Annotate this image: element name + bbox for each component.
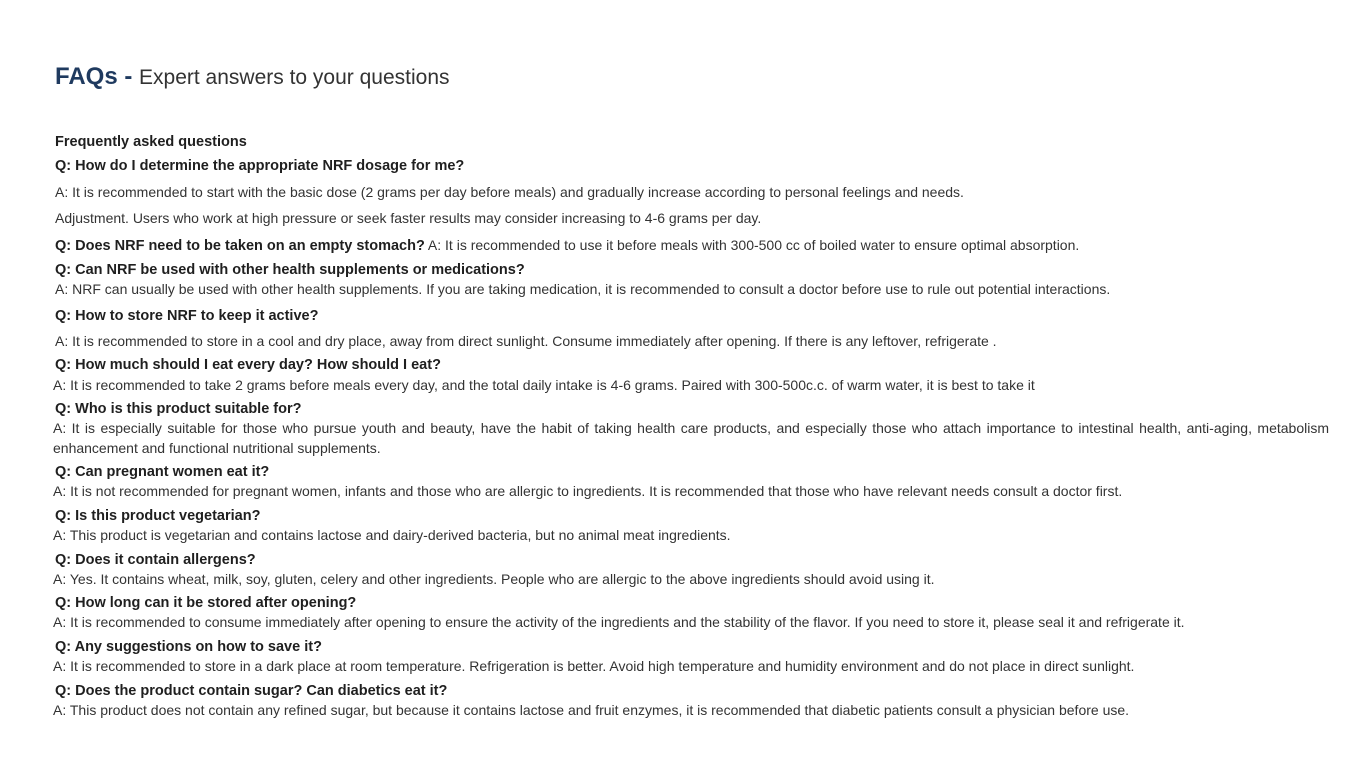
faq-question-6: Q: Who is this product suitable for? [55,401,302,417]
faq-answer-4: A: It is recommended to store in a cool and dry place, away from direct sunlight. Consume immediately after opening. If there is any leftover, refrigerate . [55,333,997,349]
faq-answer-9: A: Yes. It contains wheat, milk, soy, gluten, celery and other ingredients. People who are allergic to the above ingredients should avoid using it. [53,571,935,587]
faq-question-8: Q: Is this product vegetarian? [55,508,261,524]
faq-item-2 [55,236,1079,255]
faq-answer-6: A: It is especially suitable for those who pursue youth and beauty, have the habit of taking health care products, and especially those who attach importance to intestinal health, anti-aging, metabolism enhancement and functional nutritional supplements. [53,420,1329,456]
faq-question-12: Q: Does the product contain sugar? Can diabetics eat it? [55,683,448,699]
page-title-strong: FAQs [55,63,118,90]
faq-question-11: Q: Any suggestions on how to save it? [55,639,322,655]
faq-question-2: Q: Does NRF need to be taken on an empty stomach? [55,238,425,254]
faq-question-3: Q: Can NRF be used with other health supplements or medications? [55,262,525,278]
faq-answer-11: A: It is recommended to store in a dark place at room temperature. Refrigeration is better. Avoid high temperature and humidity environment and do not place in direct sunlight. [53,658,1135,674]
faq-answer-2: A: It is recommended to use it before meals with 300-500 cc of boiled water to ensure optimal absorption. [424,237,1080,253]
faq-question-5: Q: How much should I eat every day? How should I eat? [55,357,441,373]
faq-answer-10: A: It is recommended to consume immediately after opening to ensure the activity of the ingredients and the stability of the flavor. If you need to store it, please seal it and refrigerate it. [53,614,1185,630]
faq-question-7: Q: Can pregnant women eat it? [55,464,270,480]
faq-answer-5: A: It is recommended to take 2 grams before meals every day, and the total daily intake is 4-6 grams. Paired with 300-500c.c. of warm water, it is best to take it [53,377,1035,393]
faq-question-9: Q: Does it contain allergens? [55,552,256,568]
faq-answer-12: A: This product does not contain any refined sugar, but because it contains lactose and fruit enzymes, it is recommended that diabetic patients consult a physician before use. [53,702,1130,718]
page-title-separator: - [117,63,140,90]
faq-question-10: Q: How long can it be stored after opening? [55,595,357,611]
faq-answer-1-line-1: A: It is recommended to start with the basic dose (2 grams per day before meals) and gradually increase according to personal feelings and needs. [55,184,964,200]
faq-question-4: Q: How to store NRF to keep it active? [55,308,319,324]
page-title-subtitle: Expert answers to your questions [139,66,450,89]
page-title [55,62,450,95]
faq-question-1: Q: How do I determine the appropriate NRF dosage for me? [55,158,465,174]
section-title: Frequently asked questions [55,134,247,150]
faq-answer-7: A: It is not recommended for pregnant women, infants and those who are allergic to ingredients. It is recommended that those who have relevant needs consult a doctor first. [53,483,1123,499]
faq-answer-8: A: This product is vegetarian and contains lactose and dairy-derived bacteria, but no animal meat ingredients. [53,527,731,543]
faq-answer-3: A: NRF can usually be used with other health supplements. If you are taking medication, it is recommended to consult a doctor before use to rule out potential interactions. [55,281,1111,297]
faq-answer-1-line-2: Adjustment. Users who work at high pressure or seek faster results may consider increasing to 4-6 grams per day. [55,210,762,226]
